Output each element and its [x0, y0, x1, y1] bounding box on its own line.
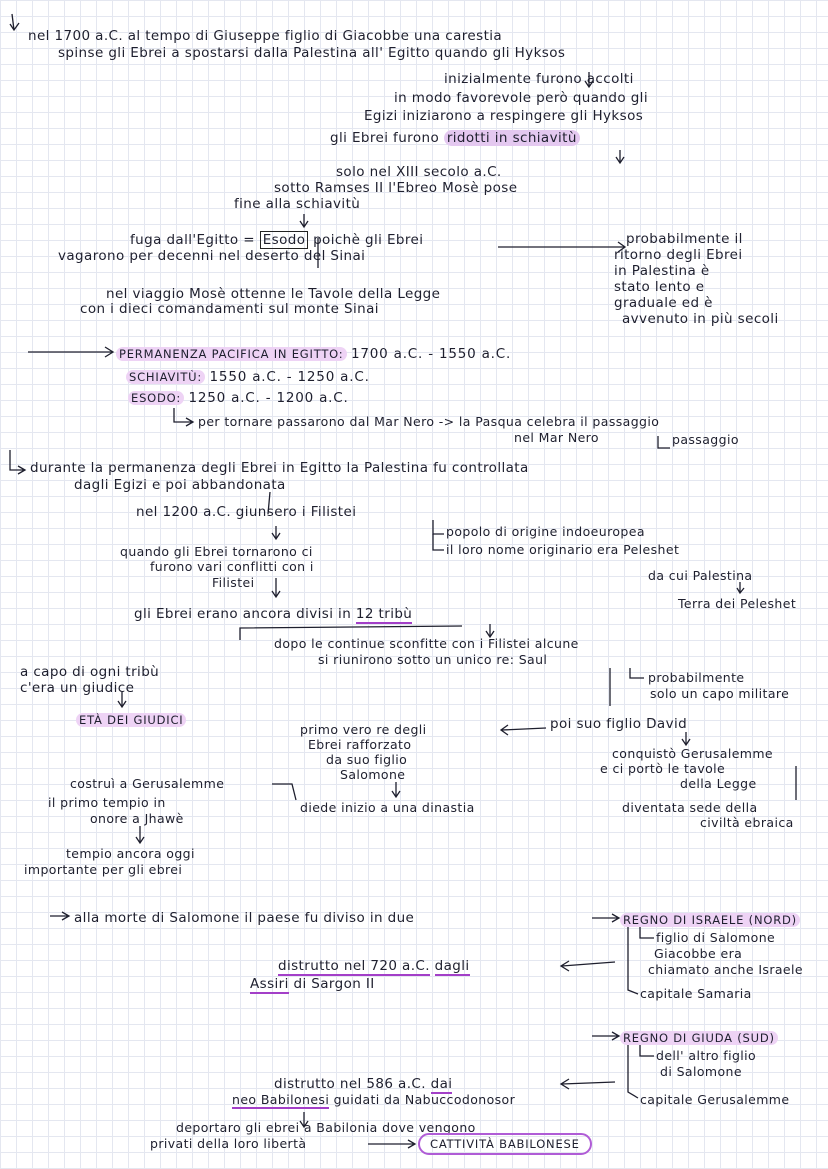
- israel-destroyed: [278, 958, 470, 974]
- conflicts-line-3: Filistei: [212, 575, 255, 590]
- age-of-judges: [76, 712, 186, 728]
- philistines-name: il loro nome originario era Peleshet: [446, 542, 680, 557]
- david-conquest-1: conquistò Gerusalemme: [612, 746, 774, 761]
- judah-capital: capitale Gerusalemme: [640, 1092, 790, 1107]
- judges-line-2: c'era un giudice: [20, 680, 135, 696]
- timeline-1-dates: 1700 a.C. - 1550 a.C.: [350, 346, 512, 362]
- david-conquest-2: e ci portò le tavole: [600, 761, 726, 776]
- timeline-3-dates: 1250 a.C. - 1200 a.C.: [188, 390, 349, 406]
- peleshet-land: Terra dei Peleshet: [678, 596, 797, 611]
- palestine-line-2: dagli Egizi e poi abbandonata: [74, 477, 286, 493]
- return-note-4: stato lento e: [614, 279, 705, 295]
- intro-line-7: solo nel XIII secolo a.C.: [336, 164, 502, 180]
- babylonian-captivity-label: CATTIVITÀ BABILONESE: [418, 1133, 592, 1155]
- kingdom-judah-label: REGNO DI GIUDA (SUD): [620, 1031, 778, 1045]
- judges-line-1: a capo di ogni tribù: [20, 664, 160, 680]
- timeline-3: [128, 390, 349, 406]
- philistines-arrive: nel 1200 a.C. giunsero i Filistei: [136, 504, 357, 520]
- david-line: poi suo figlio David: [550, 716, 688, 732]
- judah-destroyed-by: dai: [430, 1076, 453, 1092]
- timeline-5b: passaggio: [672, 432, 739, 447]
- saul-line-1: dopo le continue sconfitte con i Filistei alcune: [274, 636, 579, 651]
- saul-note-2: solo un capo militare: [650, 686, 790, 701]
- intro-line-4: in modo favorevole però quando gli: [394, 90, 648, 106]
- babylonians-line: [232, 1092, 515, 1108]
- assyrians-word: Assiri: [250, 976, 289, 992]
- timeline-2-dates: 1550 a.C. - 1250 a.C.: [209, 369, 370, 385]
- temple-today-1: tempio ancora oggi: [66, 846, 195, 861]
- saul-first-king-4: Salomone: [340, 767, 406, 782]
- saul-first-king-3: da suo figlio: [326, 752, 408, 767]
- judah-destroyed-date: distrutto nel 586 a.C.: [274, 1076, 426, 1092]
- return-note-5: graduale ed è: [614, 295, 713, 311]
- timeline-1-label: PERMANENZA PACIFICA IN EGITTO:: [116, 347, 347, 361]
- babylonians-word: neo Babilonesi: [232, 1092, 330, 1107]
- temple-today-2: importante per gli ebrei: [24, 862, 183, 877]
- timeline-5: nel Mar Nero: [514, 430, 599, 445]
- babylonian-captivity: [418, 1136, 592, 1152]
- intro-line-8: sotto Ramses II l'Ebreo Mosè pose: [274, 180, 518, 196]
- nebuchadnezzar-text: guidati da Nabuccodonosor: [333, 1092, 516, 1107]
- return-note-3: in Palestina è: [614, 263, 710, 279]
- deportation-line-1: deportaro gli ebrei a Babilonia dove vengono: [176, 1120, 476, 1135]
- intro-line-9: fine alla schiavitù: [234, 196, 361, 212]
- saul-first-king-1: primo vero re degli: [300, 722, 427, 737]
- david-conquest-3: della Legge: [680, 776, 757, 791]
- moses-line-2: con i dieci comandamenti sul monte Sinai: [80, 301, 379, 317]
- intro-line-3: inizialmente furono accolti: [444, 71, 634, 87]
- exodus-flight-text: fuga dall'Egitto =: [130, 232, 255, 248]
- timeline-3-label: ESODO:: [128, 391, 184, 405]
- timeline-2: [126, 369, 370, 385]
- tribes-text: gli Ebrei erano ancora divisi in: [134, 606, 352, 622]
- judah-note-2: di Salomone: [660, 1064, 742, 1079]
- moses-line-1: nel viaggio Mosè ottenne le Tavole della Legge: [106, 286, 441, 302]
- judah-note-1: dell' altro figlio: [656, 1048, 757, 1063]
- tribes-count: 12 tribù: [355, 606, 413, 622]
- conflicts-line-1: quando gli Ebrei tornarono ci: [120, 544, 313, 559]
- intro-line-2: spinse gli Ebrei a spostarsi dalla Palestina all' Egitto quando gli Hyksos: [58, 45, 566, 61]
- saul-note-1: probabilmente: [648, 670, 745, 685]
- return-note-2: ritorno degli Ebrei: [614, 247, 743, 263]
- conflicts-line-2: furono vari conflitti con i: [150, 559, 314, 574]
- return-note-6: avvenuto in più secoli: [622, 311, 779, 327]
- highlight-reduced-to-slavery: ridotti in schiavitù: [444, 130, 580, 146]
- return-note-1: probabilmente il: [626, 231, 743, 247]
- israel-note-2: Giacobbe era: [654, 946, 743, 961]
- saul-line-2: si riunirono sotto un unico re: Saul: [318, 652, 548, 667]
- exodus-line-1: [130, 232, 423, 248]
- temple-line-1: costruì a Gerusalemme: [70, 776, 225, 791]
- jerusalem-seat-1: diventata sede della: [622, 800, 758, 815]
- exodus-boxed-word: Esodo: [260, 231, 309, 249]
- timeline-4: per tornare passarono dal Mar Nero -> la Pasqua celebra il passaggio: [198, 414, 660, 429]
- israel-note-1: figlio di Salomone: [656, 930, 776, 945]
- israel-capital: capitale Samaria: [640, 986, 752, 1001]
- exodus-because-text: poichè gli Ebrei: [313, 232, 424, 248]
- intro-line-1: nel 1700 a.C. al tempo di Giuseppe figlio di Giacobbe una carestia: [28, 28, 503, 44]
- kingdom-judah: [620, 1030, 778, 1046]
- palestine-line-1: durante la permanenza degli Ebrei in Egitto la Palestina fu controllata: [30, 460, 529, 476]
- division-line: alla morte di Salomone il paese fu diviso in due: [74, 910, 415, 926]
- israel-note-3: chiamato anche Israele: [648, 962, 803, 977]
- temple-line-3: onore a Jhawè: [90, 811, 184, 826]
- intro-line-6-text: gli Ebrei furono: [330, 130, 440, 146]
- jerusalem-seat-2: civiltà ebraica: [700, 815, 794, 830]
- temple-line-2: il primo tempio in: [48, 795, 166, 810]
- intro-line-5: Egizi iniziarono a respingere gli Hyksos: [364, 108, 644, 124]
- age-of-judges-label: ETÀ DEI GIUDICI: [76, 713, 186, 727]
- timeline-1: [116, 346, 511, 362]
- sargon-text: di Sargon II: [293, 976, 375, 992]
- timeline-2-label: SCHIAVITÙ:: [126, 370, 205, 384]
- kingdom-israel: [620, 912, 800, 928]
- intro-line-6: [330, 130, 580, 146]
- deportation-line-2: privati della loro libertà: [150, 1136, 307, 1151]
- dynasty-line: diede inizio a una dinastia: [300, 800, 475, 815]
- israel-destroyed-by: dagli: [434, 958, 470, 974]
- kingdom-israel-label: REGNO DI ISRAELE (NORD): [620, 913, 800, 927]
- philistines-origin: popolo di origine indoeuropea: [446, 524, 645, 539]
- judah-destroyed: [274, 1076, 452, 1092]
- israel-destroyed-date: distrutto nel 720 a.C.: [278, 958, 430, 974]
- saul-first-king-2: Ebrei rafforzato: [308, 737, 412, 752]
- tribes-line: [134, 606, 412, 622]
- exodus-line-2: vagarono per decenni nel deserto del Sinai: [58, 248, 366, 264]
- palestine-etymology: da cui Palestina: [648, 568, 753, 583]
- assyrians-line: [250, 976, 375, 992]
